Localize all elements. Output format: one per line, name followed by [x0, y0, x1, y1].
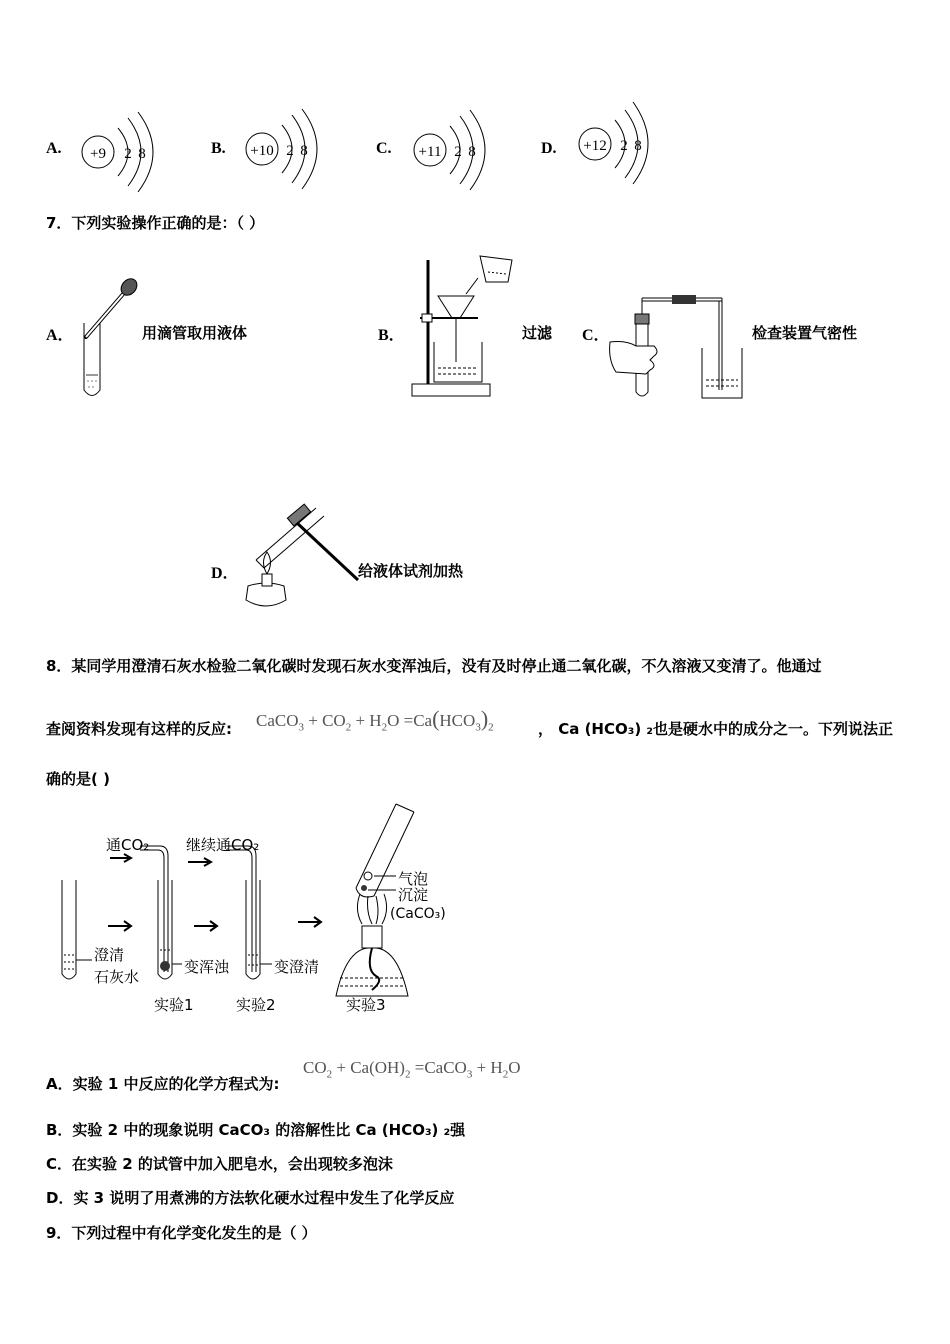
q8-option-d: D．实 3 说明了用煮沸的方法软化硬水过程中发生了化学反应 — [46, 1189, 455, 1207]
q6-option-c-diagram — [410, 106, 500, 191]
q6-option-a-diagram — [78, 108, 168, 193]
q7-option-b-caption: 过滤 — [522, 324, 553, 342]
label-experiment-3: 实验3 — [346, 996, 386, 1014]
q6-a-shell1: 2 — [124, 146, 132, 162]
q6-a-shell2: 8 — [138, 146, 146, 162]
q6-a-nucleus: +9 — [90, 146, 106, 162]
q7-option-a-caption: 用滴管取用液体 — [142, 324, 248, 342]
q8-option-b: B．实验 2 中的现象说明 CaCO₃ 的溶解性比 Ca (HCO₃) ₂强 — [46, 1121, 466, 1139]
q8-experiment-figure — [50, 800, 470, 1020]
q6-c-shell1: 2 — [454, 144, 462, 160]
q6-b-shell1: 2 — [286, 143, 294, 159]
q6-c-nucleus: +11 — [418, 144, 442, 160]
q6-d-nucleus: +12 — [583, 138, 607, 154]
q7-option-a-label: A． — [46, 327, 74, 344]
label-experiment-2: 实验2 — [236, 996, 276, 1014]
label-clear: 澄清 — [94, 946, 125, 964]
heating-liquid-figure — [236, 500, 360, 615]
q7-option-d-label: D． — [211, 565, 239, 582]
q6-d-shell1: 2 — [620, 138, 628, 154]
q6-option-a-label: A. — [46, 140, 62, 157]
q7-option-d-caption: 给液体试剂加热 — [358, 562, 464, 580]
label-precipitate-formula: (CaCO₃) — [390, 906, 446, 922]
q8-equation-bicarbonate: CaCO$_3$ + $CO_2 + H_2O =Ca(HCO_3)_2$ — [256, 706, 494, 734]
q6-b-nucleus: +10 — [250, 143, 274, 159]
q8-stem-line3: 确的是( ) — [46, 770, 110, 788]
label-continue-co2: 继续通CO₂ — [186, 836, 260, 854]
q7-option-b-label: B． — [378, 327, 405, 344]
q7-option-c-label: C． — [582, 327, 610, 344]
q6-option-b-label: B. — [211, 140, 226, 157]
q6-d-shell2: 8 — [634, 138, 642, 154]
q6-option-b-diagram — [242, 105, 332, 190]
label-limewater: 石灰水 — [94, 968, 140, 986]
q8-stem-line2-end: ， Ca (HCO₃) ₂也是硬水中的成分之一。下列说法正 — [538, 720, 893, 738]
q6-c-shell2: 8 — [468, 144, 476, 160]
filtration-figure — [408, 252, 526, 402]
q6-option-d-diagram — [575, 100, 665, 185]
q7-option-c-caption: 检查装置气密性 — [752, 324, 858, 342]
label-becomes-clear: 变澄清 — [274, 958, 320, 976]
q8-equation-option-a: $CO_2 + Ca(OH)_2$ =CaCO$_3$ + $H_2O$ — [303, 1058, 521, 1081]
q6-option-c-label: C. — [376, 140, 392, 157]
q8-option-c: C．在实验 2 的试管中加入肥皂水，会出现较多泡沫 — [46, 1155, 393, 1173]
q8-stem-line2-start: 查阅资料发现有这样的反应: — [46, 720, 232, 738]
airtightness-check-figure — [606, 290, 750, 402]
label-bubbles: 气泡 — [398, 870, 429, 888]
q8-stem-line1: 8．某同学用澄清石灰水检验二氧化碳时发现石灰水变浑浊后，没有及时停止通二氧化碳，不久溶液又变清了。他通过 — [46, 657, 822, 675]
q6-option-d-label: D. — [541, 140, 557, 157]
label-pass-co2: 通CO₂ — [106, 836, 150, 854]
q6-b-shell2: 8 — [300, 143, 308, 159]
label-turbid: 变浑浊 — [184, 958, 230, 976]
dropper-test-tube-figure — [72, 275, 142, 405]
label-experiment-1: 实验1 — [154, 996, 194, 1014]
q8-option-a: A．实验 1 中反应的化学方程式为: — [46, 1075, 280, 1093]
label-precipitate: 沉淀 — [398, 886, 429, 904]
q7-stem: 7．下列实验操作正确的是：（ ） — [46, 214, 265, 232]
q9-stem: 9．下列过程中有化学变化发生的是（ ） — [46, 1224, 317, 1242]
